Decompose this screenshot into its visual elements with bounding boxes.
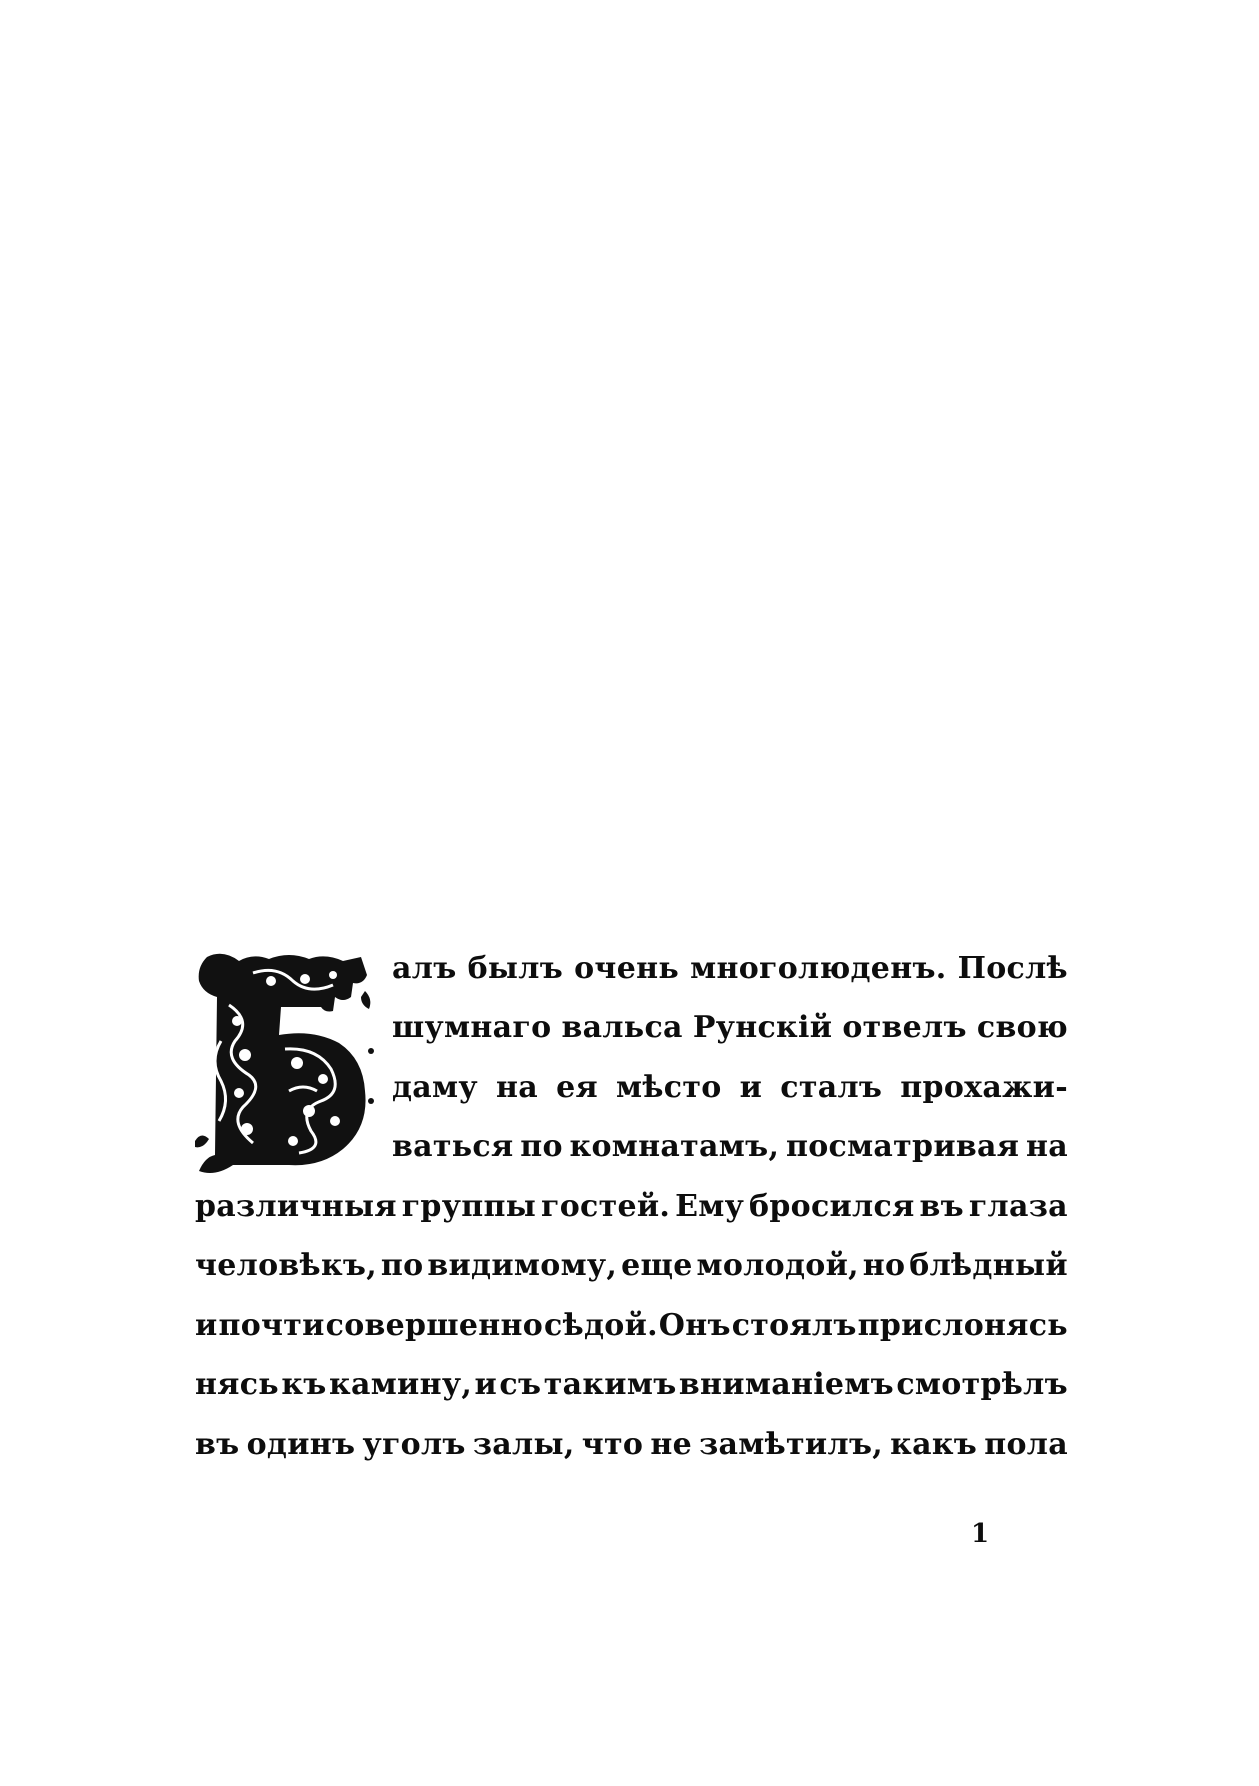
word: мѣсто bbox=[616, 1070, 722, 1105]
word: Рунскій bbox=[692, 1010, 833, 1045]
word: даму bbox=[392, 1070, 478, 1105]
word: комнатамъ, bbox=[569, 1129, 780, 1164]
word: Ему bbox=[675, 1189, 745, 1224]
word: многолюденъ. bbox=[690, 951, 947, 986]
text-line bbox=[195, 1306, 1068, 1346]
word: бросился bbox=[749, 1189, 915, 1224]
word: ваться bbox=[392, 1129, 514, 1164]
text-line bbox=[195, 1246, 1068, 1286]
word: нясь bbox=[195, 1367, 279, 1402]
word: такимъ bbox=[543, 1367, 677, 1402]
text-line bbox=[392, 1127, 1068, 1167]
text-line bbox=[195, 1187, 1068, 1227]
word: блѣдный bbox=[909, 1248, 1068, 1283]
word: совершенно bbox=[325, 1308, 544, 1343]
word: на bbox=[1025, 1129, 1068, 1164]
word: залы, bbox=[472, 1427, 575, 1462]
word: свою bbox=[976, 1010, 1068, 1045]
word: и bbox=[195, 1308, 218, 1343]
word: къ bbox=[281, 1367, 327, 1402]
text-line bbox=[195, 1365, 1068, 1405]
word: вальса bbox=[561, 1010, 683, 1045]
word: Послѣ bbox=[957, 951, 1068, 986]
word: сталъ bbox=[780, 1070, 883, 1105]
word: но bbox=[862, 1248, 906, 1283]
word: уголъ bbox=[362, 1427, 466, 1462]
word: вниманіемъ bbox=[678, 1367, 894, 1402]
word: глаза bbox=[968, 1189, 1068, 1224]
page-number: 1 bbox=[970, 1519, 990, 1549]
word: очень bbox=[574, 951, 679, 986]
text-line bbox=[195, 1425, 1068, 1465]
text-line bbox=[392, 1008, 1068, 1048]
word: прохажи- bbox=[900, 1070, 1068, 1105]
word: группы bbox=[401, 1189, 537, 1224]
word: замѣтилъ, bbox=[699, 1427, 883, 1462]
word: посматривая bbox=[785, 1129, 1020, 1164]
word: ея bbox=[556, 1070, 598, 1105]
word: Онъ bbox=[658, 1308, 731, 1343]
word: еще bbox=[621, 1248, 693, 1283]
word: по bbox=[520, 1129, 563, 1164]
word: пола bbox=[984, 1427, 1068, 1462]
word: былъ bbox=[467, 951, 564, 986]
word: сѣдой. bbox=[544, 1308, 658, 1343]
word: и bbox=[739, 1070, 763, 1105]
word: гостей. bbox=[541, 1189, 671, 1224]
word: почти bbox=[218, 1308, 325, 1343]
word: не bbox=[650, 1427, 692, 1462]
word: прислонясь bbox=[857, 1308, 1068, 1343]
word: на bbox=[495, 1070, 538, 1105]
word: въ bbox=[195, 1427, 240, 1462]
word: стоялъ bbox=[731, 1308, 857, 1343]
word: что bbox=[581, 1427, 644, 1462]
word: человѣкъ, bbox=[195, 1248, 377, 1283]
word: молодой, bbox=[696, 1248, 859, 1283]
word: отвелъ bbox=[842, 1010, 967, 1045]
word: съ bbox=[499, 1367, 542, 1402]
ornamental-initial bbox=[193, 951, 375, 1179]
word: и bbox=[474, 1367, 498, 1402]
word: различныя bbox=[195, 1189, 397, 1224]
word: видимому, bbox=[427, 1248, 618, 1283]
text-line bbox=[392, 949, 1068, 989]
word: по bbox=[380, 1248, 424, 1283]
text-line bbox=[392, 1068, 1068, 1108]
word: алъ bbox=[392, 951, 457, 986]
word: какъ bbox=[890, 1427, 978, 1462]
word: шумнаго bbox=[392, 1010, 552, 1045]
word: одинъ bbox=[246, 1427, 356, 1462]
word: въ bbox=[919, 1189, 964, 1224]
word: камину, bbox=[328, 1367, 473, 1402]
word: смотрѣлъ bbox=[896, 1367, 1068, 1402]
